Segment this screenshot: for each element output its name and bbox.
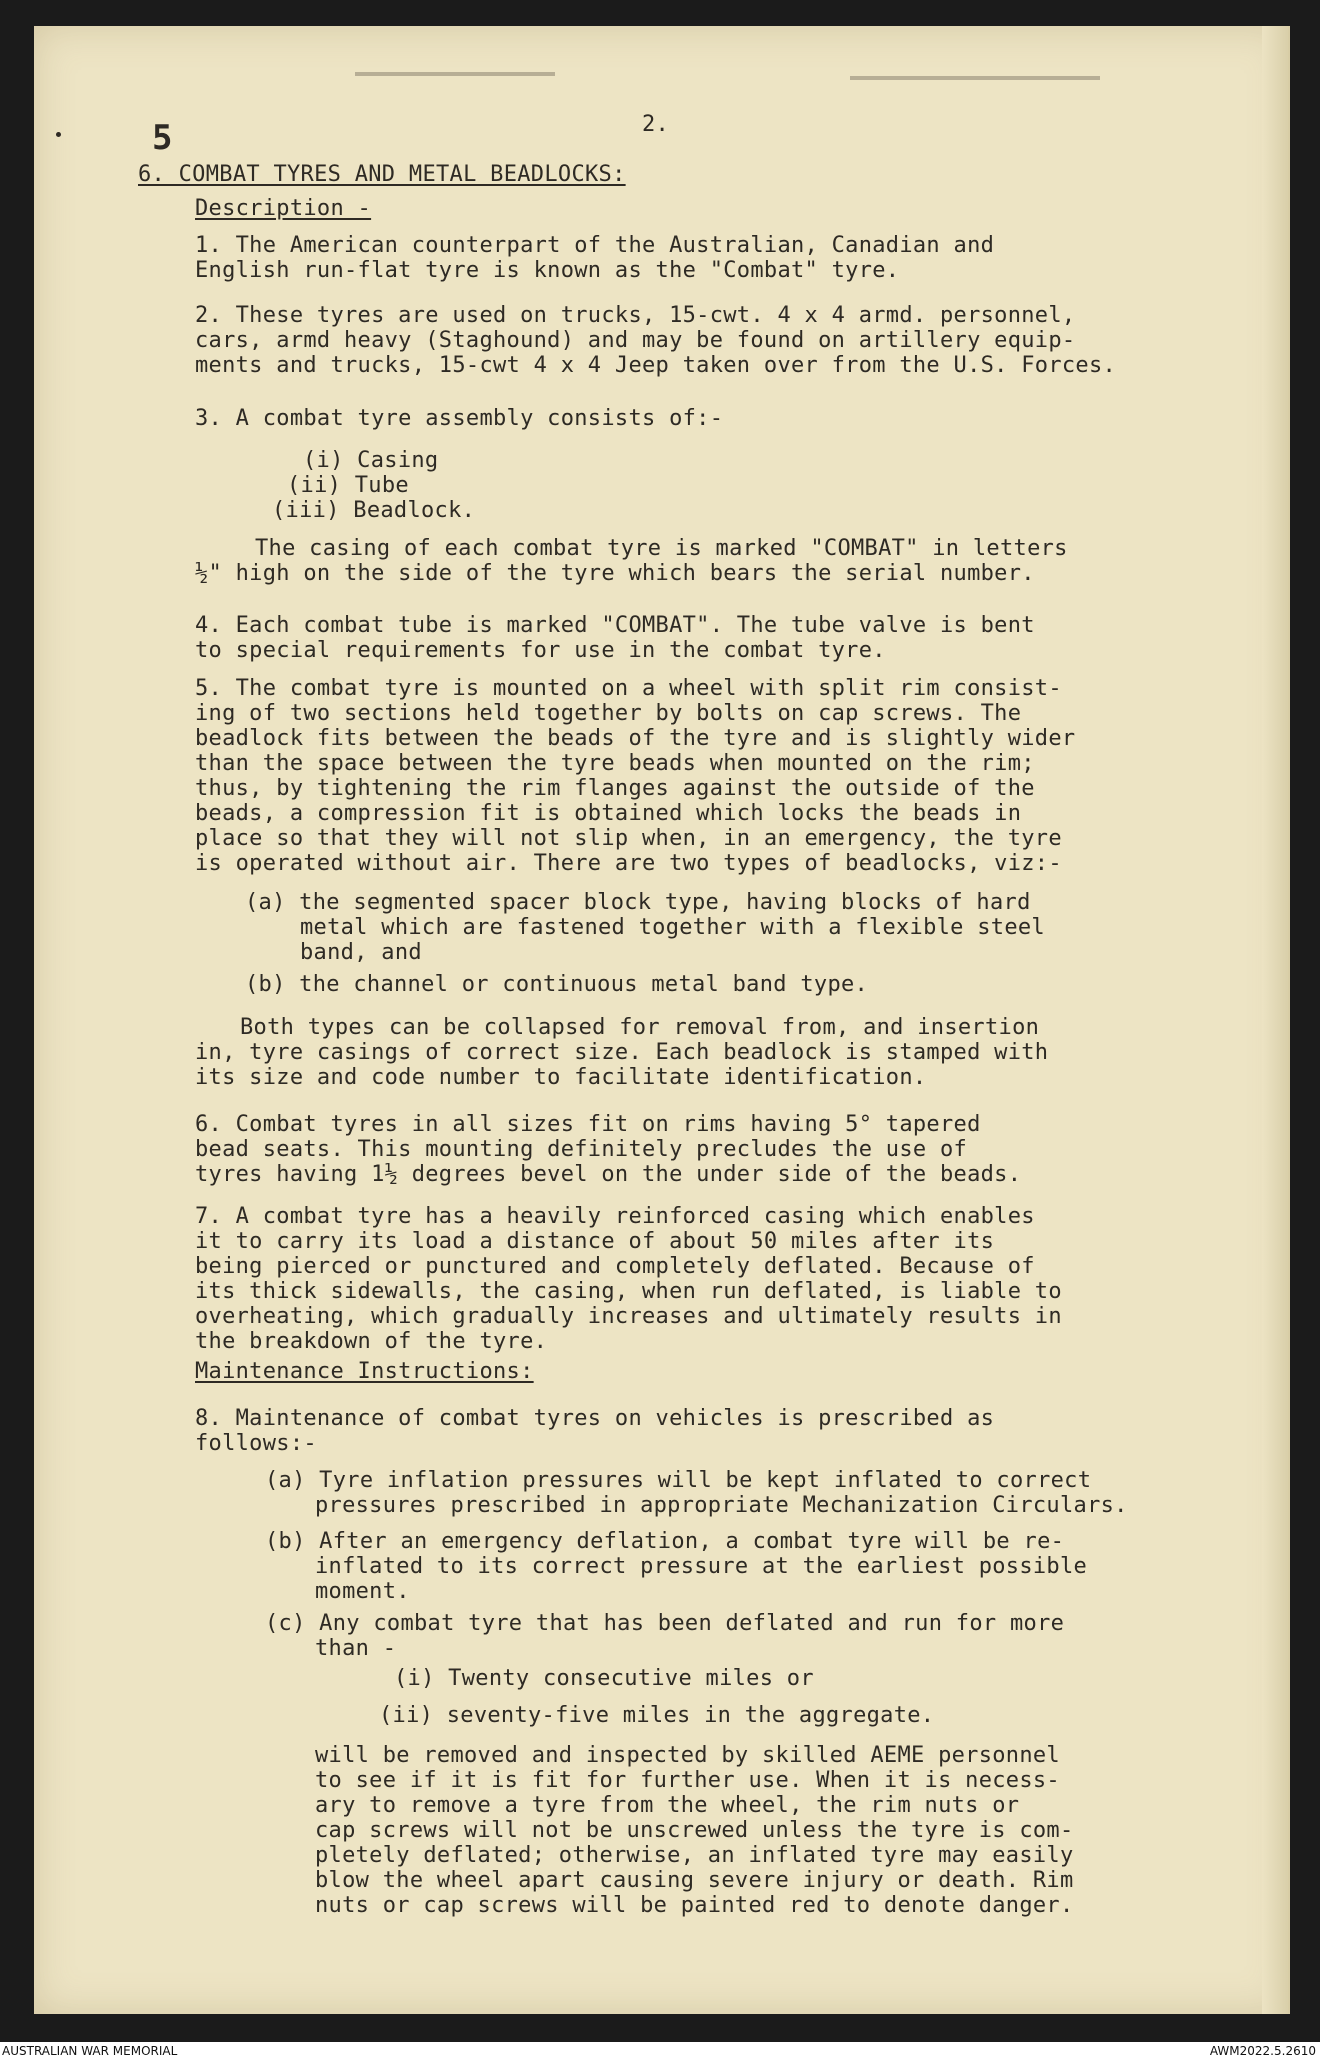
top-smudge (355, 72, 555, 76)
footer-bar (0, 2042, 1320, 2061)
paragraph-2-line: 2. These tyres are used on trucks, 15-cwt. 4 x 4 armd. personnel, (195, 303, 1076, 328)
paragraph-3b-line: ½" high on the side of the tyre which bears the serial number. (195, 561, 1035, 586)
footer-source: AUSTRALIAN WAR MEMORIAL (2, 2044, 178, 2058)
paragraph-5-line: place so that they will not slip when, in an emergency, the tyre (195, 826, 1062, 851)
paragraph-8d-line: nuts or cap screws will be painted red to denote danger. (315, 1893, 1074, 1918)
paragraph-5c-line: in, tyre casings of correct size. Each beadlock is stamped with (195, 1040, 1049, 1065)
page-edge (1262, 26, 1288, 2014)
paragraph-5-line: is operated without air. There are two types of beadlocks, viz:- (195, 851, 1062, 876)
paragraph-5-line: 5. The combat tyre is mounted on a wheel with split rim consist- (195, 676, 1062, 701)
assembly-item: (iii) Beadlock. (272, 498, 476, 523)
paragraph-3: 3. A combat tyre assembly consists of:- (195, 406, 724, 431)
beadlock-type-a: metal which are fastened together with a flexible steel (300, 915, 1045, 940)
instruction-b: inflated to its correct pressure at the earliest possible (315, 1554, 1088, 1579)
paragraph-2-line: ments and trucks, 15-cwt 4 x 4 Jeep taken over from the U.S. Forces. (195, 353, 1117, 378)
paragraph-1-line: English run-flat tyre is known as the "Combat" tyre. (195, 258, 900, 283)
instruction-c: than - (315, 1636, 397, 1661)
instruction-a: pressures prescribed in appropriate Mechanization Circulars. (315, 1493, 1128, 1518)
mileage-item: (ii) seventy-five miles in the aggregate. (379, 1703, 935, 1728)
paragraph-2-line: cars, armd heavy (Staghound) and may be found on artillery equip- (195, 328, 1076, 353)
paragraph-8d-line: cap screws will not be unscrewed unless the tyre is com- (315, 1818, 1074, 1843)
paragraph-5c-line: Both types can be collapsed for removal from, and insertion (240, 1015, 1040, 1040)
paragraph-8d-line: blow the wheel apart causing severe injury or death. Rim (315, 1868, 1074, 1893)
assembly-item: (i) Casing (303, 448, 439, 473)
instruction-b: moment. (315, 1579, 410, 1604)
paragraph-5-line: beadlock fits between the beads of the tyre and is slightly wider (195, 726, 1076, 751)
paragraph-6-line: bead seats. This mounting definitely precludes the use of (195, 1137, 968, 1162)
paragraph-5-line: thus, by tightening the rim flanges against the outside of the (195, 776, 1035, 801)
margin-dot (56, 132, 61, 137)
beadlock-type-b: (b) the channel or continuous metal band type. (245, 972, 869, 997)
mileage-item: (i) Twenty consecutive miles or (394, 1666, 814, 1691)
paragraph-6-line: 6. Combat tyres in all sizes fit on rims having 5° tapered (195, 1112, 981, 1137)
paragraph-7-line: 7. A combat tyre has a heavily reinforced casing which enables (195, 1204, 1035, 1229)
paragraph-8d-line: pletely deflated; otherwise, an inflated tyre may easily (315, 1843, 1074, 1868)
paragraph-5c-line: its size and code number to facilitate identification. (195, 1065, 927, 1090)
paragraph-1-line: 1. The American counterpart of the Australian, Canadian and (195, 233, 995, 258)
footer-id: AWM2022.5.2610 (1209, 2044, 1316, 2058)
description-heading: Description - (195, 196, 372, 221)
paragraph-8d-line: to see if it is fit for further use. When it is necess- (315, 1768, 1060, 1793)
paragraph-4-line: to special requirements for use in the combat tyre. (195, 638, 886, 663)
beadlock-type-a: band, and (300, 940, 422, 965)
paragraph-3b-line: The casing of each combat tyre is marked "COMBAT" in letters (255, 536, 1068, 561)
page-number: 2. (642, 112, 670, 137)
paragraph-7-line: the breakdown of the tyre. (195, 1329, 548, 1354)
paragraph-7-line: being pierced or punctured and completely deflated. Because of (195, 1254, 1035, 1279)
beadlock-type-a: (a) the segmented spacer block type, having blocks of hard (245, 890, 1031, 915)
section-heading: 6. COMBAT TYRES AND METAL BEADLOCKS: (138, 162, 626, 187)
paragraph-7-line: its thick sidewalls, the casing, when run deflated, is liable to (195, 1279, 1062, 1304)
paragraph-8d-line: ary to remove a tyre from the wheel, the rim nuts or (315, 1793, 1020, 1818)
top-smudge-right (850, 76, 1100, 80)
paragraph-5-line: beads, a compression fit is obtained which locks the beads in (195, 801, 1022, 826)
instruction-c: (c) Any combat tyre that has been deflated and run for more (265, 1611, 1065, 1636)
paragraph-5-line: ing of two sections held together by bolts on cap screws. The (195, 701, 1022, 726)
margin-mark: 5 (152, 118, 173, 158)
paragraph-7-line: it to carry its load a distance of about 50 miles after its (195, 1229, 995, 1254)
assembly-item: (ii) Tube (287, 473, 409, 498)
paragraph-8-line: 8. Maintenance of combat tyres on vehicles is prescribed as (195, 1406, 995, 1431)
maintenance-heading: Maintenance Instructions: (195, 1359, 534, 1384)
paragraph-6-line: tyres having 1½ degrees bevel on the under side of the beads. (195, 1162, 1022, 1187)
paragraph-4-line: 4. Each combat tube is marked "COMBAT". The tube valve is bent (195, 613, 1035, 638)
paragraph-7-line: overheating, which gradually increases and ultimately results in (195, 1304, 1062, 1329)
instruction-a: (a) Tyre inflation pressures will be kept inflated to correct (265, 1468, 1092, 1493)
instruction-b: (b) After an emergency deflation, a combat tyre will be re- (265, 1529, 1065, 1554)
paragraph-8-line: follows:- (195, 1431, 317, 1456)
paragraph-8d-line: will be removed and inspected by skilled AEME personnel (315, 1743, 1060, 1768)
paragraph-5-line: than the space between the tyre beads when mounted on the rim; (195, 751, 1035, 776)
